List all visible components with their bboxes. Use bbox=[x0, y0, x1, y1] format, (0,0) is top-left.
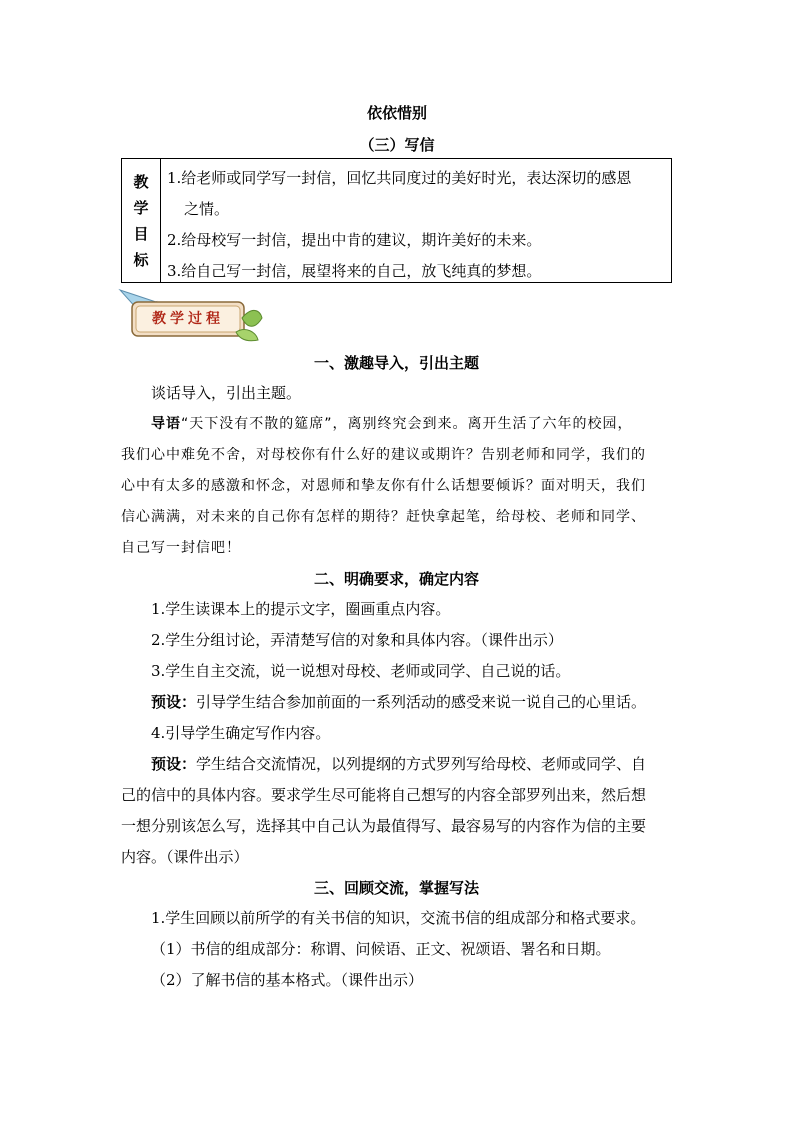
lesson-content bbox=[121, 348, 672, 996]
preset-line: 一想分别该怎么写，选择其中自己认为最值得写、最容易写的内容作为信的主要 bbox=[121, 817, 647, 835]
paragraph: 谈话导入，引出主题。 bbox=[151, 384, 302, 402]
objective-item: 1.给老师或同学写一封信，回忆共同度过的美好时光，表达深切的感恩 bbox=[167, 169, 632, 187]
preset-label: 预设： bbox=[151, 755, 197, 773]
objectives-label-char: 教 bbox=[133, 172, 149, 191]
preset-line: 内容。（课件出示） bbox=[121, 848, 249, 866]
objectives-label-char: 目 bbox=[133, 224, 149, 243]
objective-item-continuation: 之情。 bbox=[184, 200, 230, 218]
preset-text: 学生结合交流情况，以列提纲的方式罗列写给母校、老师或同学、自 bbox=[196, 755, 647, 773]
page-title: 依依惜别 bbox=[366, 104, 427, 122]
guide-line: 自己写一封信吧！ bbox=[121, 540, 241, 556]
section-heading: 一、激趣导入，引出主题 bbox=[313, 354, 479, 372]
list-item: 3.学生自主交流，说一说想对母校、老师或同学、自己说的话。 bbox=[151, 662, 571, 680]
objectives-list bbox=[161, 159, 671, 282]
list-item: 4.引导学生确定写作内容。 bbox=[151, 724, 331, 742]
preset-paragraph bbox=[121, 687, 672, 718]
guide-text: “天下没有不散的筵席”，离别终究会到来。离开生活了六年的校园， bbox=[181, 416, 633, 432]
preset-label: 预设： bbox=[151, 693, 197, 711]
list-item: 2.学生分组讨论，弄清楚写信的对象和具体内容。（课件出示） bbox=[151, 631, 563, 649]
objectives-table bbox=[121, 158, 672, 283]
preset-paragraph bbox=[121, 749, 672, 780]
guide-paragraph bbox=[121, 409, 672, 440]
list-item: 1.学生回顾以前所学的有关书信的知识，交流书信的组成部分和格式要求。 bbox=[151, 909, 646, 927]
objective-item: 2.给母校写一封信，提出中肯的建议，期许美好的未来。 bbox=[167, 231, 542, 249]
page-subtitle: （三）写信 bbox=[359, 136, 435, 154]
objectives-label-char: 学 bbox=[133, 198, 149, 217]
guide-line: 心中有太多的感激和怀念，对恩师和挚友你有什么话想要倾诉？面对明天，我们 bbox=[121, 478, 646, 494]
guide-line: 我们心中难免不舍，对母校你有什么好的建议或期许？告别老师和同学，我们的 bbox=[121, 447, 646, 463]
list-item: 1.学生读课本上的提示文字，圈画重点内容。 bbox=[151, 600, 451, 618]
badge-label: 教学过程 bbox=[152, 311, 224, 327]
sub-item: （2）了解书信的基本格式。（课件出示） bbox=[151, 971, 424, 989]
preset-text: 引导学生结合参加前面的一系列活动的感受来说一说自己的心里话。 bbox=[196, 693, 647, 711]
guide-line: 信心满满，对未来的自己你有怎样的期待？赶快拿起笔，给母校、老师和同学、 bbox=[121, 509, 646, 525]
objective-item: 3.给自己写一封信，展望将来的自己，放飞纯真的梦想。 bbox=[167, 262, 542, 280]
section-heading: 二、明确要求，确定内容 bbox=[313, 570, 479, 588]
guide-label: 导语 bbox=[151, 416, 181, 432]
objectives-label-char: 标 bbox=[133, 250, 149, 269]
sub-item: （1）书信的组成部分：称谓、问候语、正文、祝颂语、署名和日期。 bbox=[151, 940, 611, 958]
teaching-process-badge bbox=[118, 288, 264, 344]
leaf-icon bbox=[242, 310, 262, 326]
preset-line: 己的信中的具体内容。要求学生尽可能将自己想写的内容全部罗列出来，然后想 bbox=[121, 786, 647, 804]
section-heading: 三、回顾交流，掌握写法 bbox=[313, 879, 479, 897]
objectives-label bbox=[122, 159, 161, 282]
